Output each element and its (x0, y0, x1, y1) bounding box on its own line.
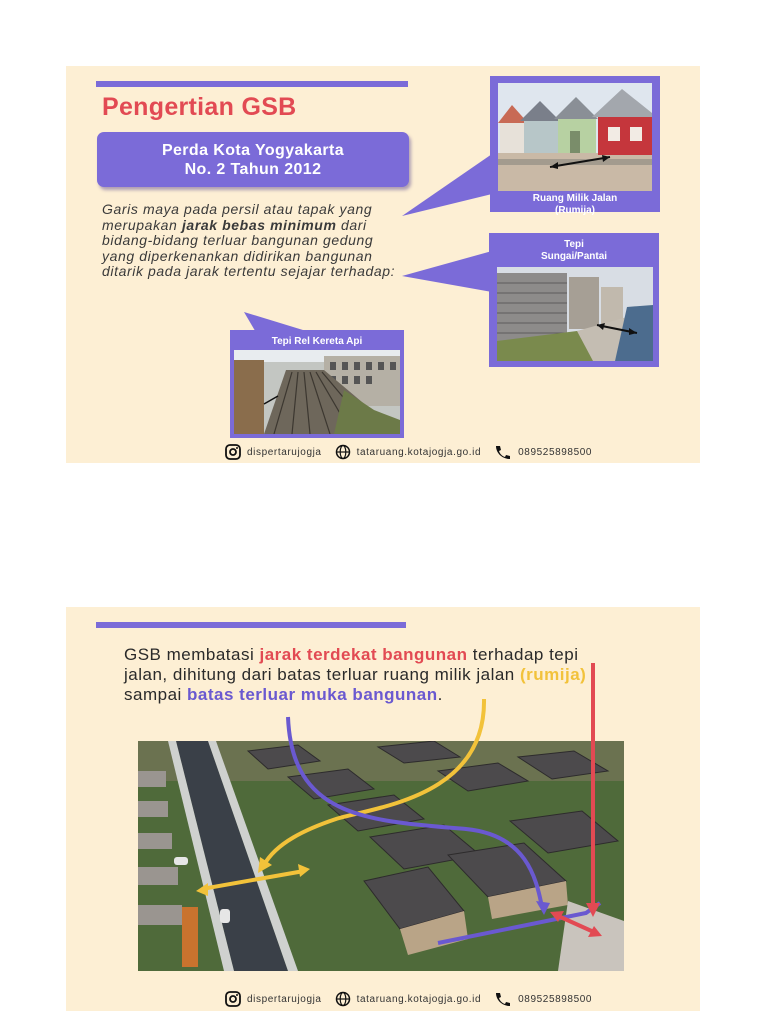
contact-footer (224, 444, 604, 460)
definition-emphasis: jarak bebas minimum (181, 216, 337, 233)
gsb-text-part-1: GSB membatasi (124, 645, 260, 664)
slide-gsb-rumija (66, 607, 700, 1011)
website-url: tataruang.kotajogja.go.id (356, 446, 482, 458)
rumija-caption-line-2: (Rumija) (555, 205, 595, 216)
website-contact[interactable] (334, 444, 482, 460)
callout-pointer-rumija (402, 154, 492, 216)
gsb-text-yellow-highlight: (rumija) (519, 665, 587, 684)
phone-number: 089525898500 (518, 993, 593, 1005)
gsb-text-part-2: terhadap tepi jalan, dihitung dari batas terluar ruang milik jalan (124, 645, 579, 684)
instagram-icon (224, 444, 242, 460)
rel-caption: Tepi Rel Kereta Api (271, 336, 363, 347)
regulation-line-2: No. 2 Tahun 2012 (184, 160, 322, 178)
regulation-badge (97, 132, 409, 187)
sungai-caption-line-2: Sungai/Pantai (540, 251, 608, 262)
phone-contact[interactable] (493, 444, 592, 460)
rumija-pointer-curve (264, 699, 484, 865)
slide-title: Pengertian GSB (102, 93, 297, 121)
sungai-caption-line-1: Tepi (564, 239, 584, 250)
houses-photo (498, 83, 652, 191)
instagram-contact[interactable] (224, 444, 322, 460)
riverside-photo (497, 267, 653, 361)
top-accent-bar (96, 81, 408, 87)
rumija-caption (490, 193, 660, 217)
railway-photo (234, 350, 400, 434)
globe-icon (334, 444, 352, 460)
phone-icon (493, 444, 513, 460)
gsb-text-red-highlight: jarak terdekat bangunan (259, 645, 468, 664)
regulation-line-1: Perda Kota Yogyakarta (161, 141, 345, 159)
instagram-icon (224, 991, 242, 1007)
facade-pointer-curve (288, 717, 542, 907)
photo-card-sungai (489, 233, 659, 367)
facade-pointer-arrowhead (536, 901, 550, 915)
annotation-arrows (66, 607, 700, 1011)
road-width-arrowhead-left (196, 883, 208, 896)
definition-part-2: dari bidang-bidang terluar bangunan gedung yang diperkenankan didirikan bangunan ditarik pada jarak tertentu sejajar terhadap: (102, 216, 396, 279)
instagram-handle: dispertarujogja (247, 993, 322, 1005)
definition-part-1: Garis maya pada persil atau tapak yang merupakan (102, 201, 373, 233)
photo-card-rel (230, 330, 404, 438)
website-url: tataruang.kotajogja.go.id (356, 993, 482, 1005)
globe-icon (334, 991, 352, 1007)
photo-card-rumija (490, 76, 660, 216)
slide-pengertian-gsb (66, 66, 700, 463)
sungai-caption (489, 239, 659, 263)
gsb-text-end: . (437, 685, 443, 704)
phone-number: 089525898500 (518, 446, 593, 458)
definition-text (102, 202, 402, 280)
instagram-handle: dispertarujogja (247, 446, 322, 458)
website-contact[interactable] (334, 991, 482, 1007)
road-width-measure (202, 871, 304, 889)
rumija-caption-line-1: Ruang Milik Jalan (532, 193, 618, 204)
phone-icon (493, 991, 513, 1007)
road-width-arrowhead-right (298, 864, 310, 877)
instagram-contact[interactable] (224, 991, 322, 1007)
phone-contact[interactable] (493, 991, 592, 1007)
gsb-text-purple-highlight: batas terluar muka bangunan (187, 685, 438, 704)
contact-footer (224, 991, 604, 1007)
setback-distance-measure (556, 915, 596, 933)
callout-pointer-sungai (402, 251, 492, 292)
gsb-text-part-3: sampai (124, 685, 188, 704)
